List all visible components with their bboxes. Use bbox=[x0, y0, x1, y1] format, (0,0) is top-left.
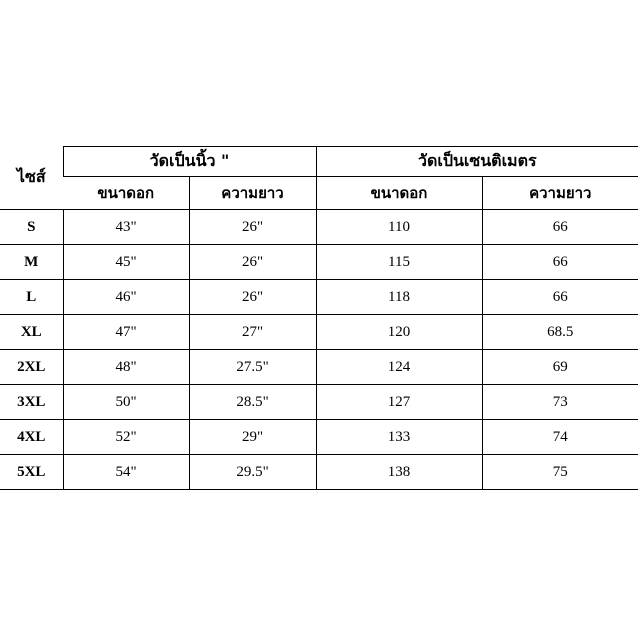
top-rule bbox=[63, 146, 638, 147]
table-row bbox=[0, 210, 638, 245]
cm-group-header: วัดเป็นเซนติเมตร bbox=[316, 146, 638, 177]
length-inch-header: ความยาว bbox=[189, 177, 316, 210]
table-row bbox=[0, 350, 638, 385]
length-inch-cell: 28.5" bbox=[189, 385, 316, 420]
size-cell: 4XL bbox=[0, 420, 63, 455]
length-inch-cell: 29.5" bbox=[189, 455, 316, 490]
length-inch-cell: 26" bbox=[189, 280, 316, 315]
size-column-header: ไซส์ bbox=[0, 146, 63, 210]
length-cm-cell: 73 bbox=[482, 385, 638, 420]
chest-inch-cell: 45" bbox=[63, 245, 189, 280]
size-cell: 3XL bbox=[0, 385, 63, 420]
header-row-1 bbox=[0, 146, 638, 177]
size-cell: M bbox=[0, 245, 63, 280]
length-cm-cell: 66 bbox=[482, 245, 638, 280]
size-cell: 5XL bbox=[0, 455, 63, 490]
chest-cm-cell: 115 bbox=[316, 245, 482, 280]
header-row-2 bbox=[0, 177, 638, 210]
length-cm-cell: 66 bbox=[482, 210, 638, 245]
table-row bbox=[0, 315, 638, 350]
chest-inch-cell: 47" bbox=[63, 315, 189, 350]
length-inch-cell: 26" bbox=[189, 210, 316, 245]
chest-cm-header: ขนาดอก bbox=[316, 177, 482, 210]
chest-inch-cell: 43" bbox=[63, 210, 189, 245]
size-table bbox=[0, 146, 638, 490]
size-cell: L bbox=[0, 280, 63, 315]
size-cell: 2XL bbox=[0, 350, 63, 385]
chest-cm-cell: 124 bbox=[316, 350, 482, 385]
length-cm-cell: 68.5 bbox=[482, 315, 638, 350]
length-inch-cell: 26" bbox=[189, 245, 316, 280]
chest-cm-cell: 120 bbox=[316, 315, 482, 350]
chest-inch-cell: 46" bbox=[63, 280, 189, 315]
chest-cm-cell: 127 bbox=[316, 385, 482, 420]
chest-cm-cell: 133 bbox=[316, 420, 482, 455]
size-chart bbox=[0, 146, 638, 492]
chest-inch-cell: 50" bbox=[63, 385, 189, 420]
chest-cm-cell: 138 bbox=[316, 455, 482, 490]
length-cm-cell: 75 bbox=[482, 455, 638, 490]
chest-inch-cell: 48" bbox=[63, 350, 189, 385]
table-row bbox=[0, 280, 638, 315]
table-row bbox=[0, 245, 638, 280]
table-row bbox=[0, 385, 638, 420]
size-cell: XL bbox=[0, 315, 63, 350]
chest-cm-cell: 110 bbox=[316, 210, 482, 245]
chest-inch-header: ขนาดอก bbox=[63, 177, 189, 210]
table-row bbox=[0, 455, 638, 490]
length-inch-cell: 27.5" bbox=[189, 350, 316, 385]
length-cm-cell: 74 bbox=[482, 420, 638, 455]
chest-inch-cell: 52" bbox=[63, 420, 189, 455]
length-inch-cell: 29" bbox=[189, 420, 316, 455]
size-cell: S bbox=[0, 210, 63, 245]
length-cm-cell: 66 bbox=[482, 280, 638, 315]
table-row bbox=[0, 420, 638, 455]
chest-inch-cell: 54" bbox=[63, 455, 189, 490]
chest-cm-cell: 118 bbox=[316, 280, 482, 315]
length-cm-header: ความยาว bbox=[482, 177, 638, 210]
inch-group-header: วัดเป็นนิ้ว " bbox=[63, 146, 316, 177]
length-inch-cell: 27" bbox=[189, 315, 316, 350]
length-cm-cell: 69 bbox=[482, 350, 638, 385]
